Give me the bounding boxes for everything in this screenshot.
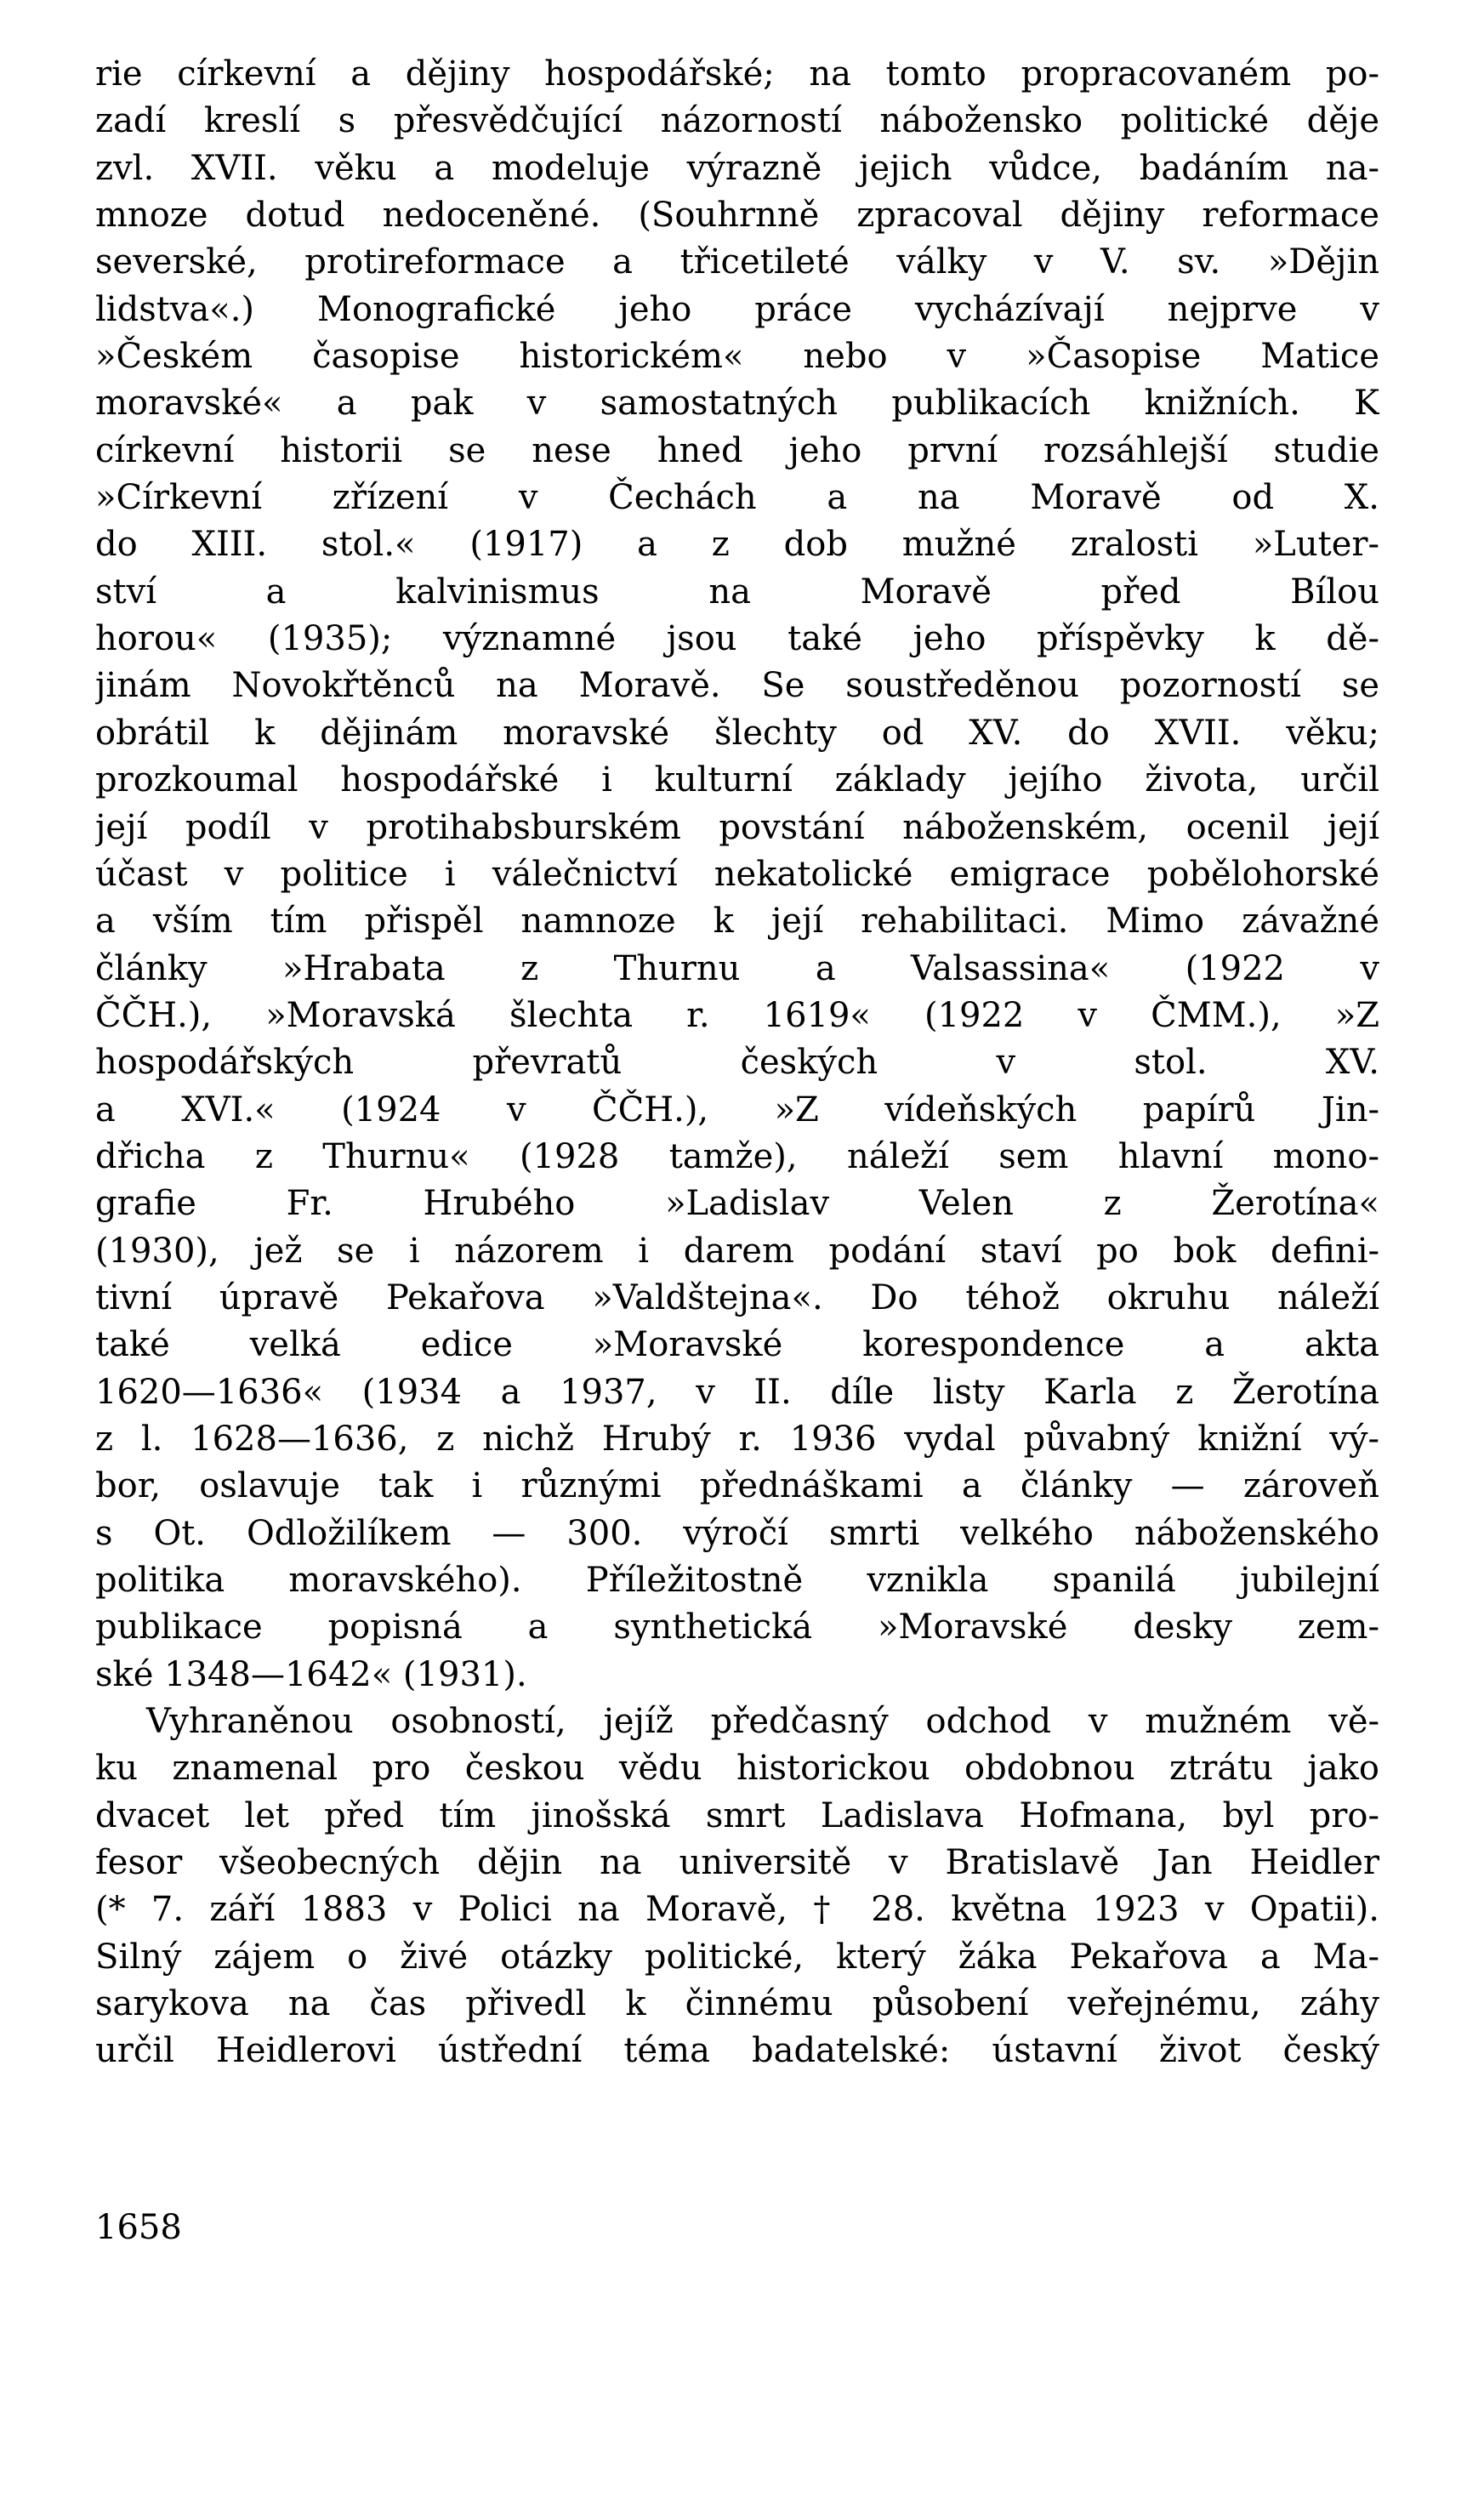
text-line-24: dřicha z Thurnu« (1928 tamže), náleží sem hlavní mono- bbox=[95, 1136, 1379, 1176]
text-line-31: bor, oslavuje tak i různými přednáškami a články — zároveň bbox=[95, 1466, 1379, 1506]
text-line-10: »Církevní zřízení v Čechách a na Moravě od X. bbox=[95, 478, 1379, 518]
text-line-33: politika moravského). Příležitostně vznikla spanilá jubilejní bbox=[95, 1561, 1379, 1600]
text-line-38: dvacet let před tím jinošská smrt Ladislava Hofmana, byl pro- bbox=[95, 1795, 1379, 1835]
text-line-15: obrátil k dějinám moravské šlechty od XV. do XVII. věku; bbox=[95, 713, 1379, 753]
text-line-9: církevní historii se nese hned jeho první rozsáhlejší studie bbox=[95, 430, 1379, 470]
text-line-23: a XVI.« (1924 v ČČH.), »Z vídeňských papírů Jin- bbox=[95, 1090, 1379, 1129]
text-line-35: ské 1348—1642« (1931). bbox=[95, 1654, 527, 1694]
text-line-26: (1930), jež se i názorem i darem podání staví po bok defini- bbox=[95, 1231, 1379, 1271]
text-line-25: grafie Fr. Hrubého »Ladislav Velen z Žerotína« bbox=[95, 1184, 1379, 1224]
text-line-34: publikace popisná a synthetická »Moravské desky zem- bbox=[95, 1607, 1379, 1647]
text-line-11: do XIII. stol.« (1917) a z dob mužné zralosti »Luter- bbox=[95, 525, 1379, 565]
text-line-17: její podíl v protihabsburském povstání náboženském, ocenil její bbox=[95, 807, 1379, 847]
text-line-8: moravské« a pak v samostatných publikacích knižních. K bbox=[95, 384, 1379, 424]
text-line-29: 1620—1636« (1934 a 1937, v II. díle listy Karla z Žerotína bbox=[95, 1372, 1379, 1412]
text-line-27: tivní úpravě Pekařova »Valdštejna«. Do téhož okruhu náleží bbox=[95, 1277, 1379, 1317]
text-line-32: s Ot. Odložilíkem — 300. výročí smrti velkého náboženského bbox=[95, 1513, 1379, 1553]
text-line-4: mnoze dotud nedoceněné. (Souhrnně zpracoval dějiny reformace bbox=[95, 196, 1379, 236]
text-line-43: určil Heidlerovi ústřední téma badatelské: ústavní život český bbox=[95, 2031, 1379, 2071]
text-line-3: zvl. XVII. věku a modeluje výrazně jejich vůdce, badáním na- bbox=[95, 148, 1379, 188]
text-line-42: sarykova na čas přivedl k činnému působení veřejnému, záhy bbox=[95, 1984, 1379, 2024]
text-line-18: účast v politice i válečnictví nekatolické emigrace pobělohorské bbox=[95, 854, 1379, 894]
text-line-22: hospodářských převratů českých v stol. XV. bbox=[95, 1043, 1379, 1083]
text-line-28: také velká edice »Moravské korespondence a akta bbox=[95, 1325, 1379, 1365]
text-line-14: jinám Novokřtěnců na Moravě. Se soustředěnou pozorností se bbox=[95, 666, 1379, 706]
text-line-19: a vším tím přispěl namnoze k její rehabilitaci. Mimo závažné bbox=[95, 902, 1379, 942]
text-line-36: Vyhraněnou osobností, jejíž předčasný odchod v mužném vě- bbox=[146, 1702, 1379, 1742]
text-line-37: ku znamenal pro českou vědu historickou obdobnou ztrátu jako bbox=[95, 1749, 1379, 1789]
text-line-16: prozkoumal hospodářské i kulturní základy jejího života, určil bbox=[95, 760, 1379, 800]
body-text bbox=[95, 51, 1379, 2075]
text-line-2: zadí kreslí s přesvědčující názorností nábožensko politické děje bbox=[95, 101, 1379, 141]
text-line-30: z l. 1628—1636, z nichž Hrubý r. 1936 vydal půvabný knižní vý- bbox=[95, 1419, 1379, 1459]
text-line-1: rie církevní a dějiny hospodářské; na tomto propracovaném po- bbox=[95, 54, 1379, 94]
text-line-39: fesor všeobecných dějin na universitě v Bratislavě Jan Heidler bbox=[95, 1843, 1379, 1883]
text-line-12: ství a kalvinismus na Moravě před Bílou bbox=[95, 572, 1379, 612]
text-line-21: ČČH.), »Moravská šlechta r. 1619« (1922 v ČMM.), »Z bbox=[95, 995, 1379, 1035]
page-number: 1658 bbox=[95, 2208, 182, 2247]
text-line-6: lidstva«.) Monografické jeho práce vycházívají nejprve v bbox=[95, 289, 1379, 329]
text-line-20: články »Hrabata z Thurnu a Valsassina« (1922 v bbox=[95, 948, 1379, 988]
text-line-5: severské, protireformace a třicetileté války v V. sv. »Dějin bbox=[95, 242, 1379, 282]
text-line-41: Silný zájem o živé otázky politické, který žáka Pekařova a Ma- bbox=[95, 1937, 1379, 1977]
text-line-7: »Českém časopise historickém« nebo v »Časopise Matice bbox=[95, 337, 1379, 377]
text-line-40: (* 7. září 1883 v Polici na Moravě, † 28. května 1923 v Opatii). bbox=[95, 1890, 1379, 1930]
text-line-13: horou« (1935); významné jsou také jeho příspěvky k dě- bbox=[95, 619, 1379, 659]
